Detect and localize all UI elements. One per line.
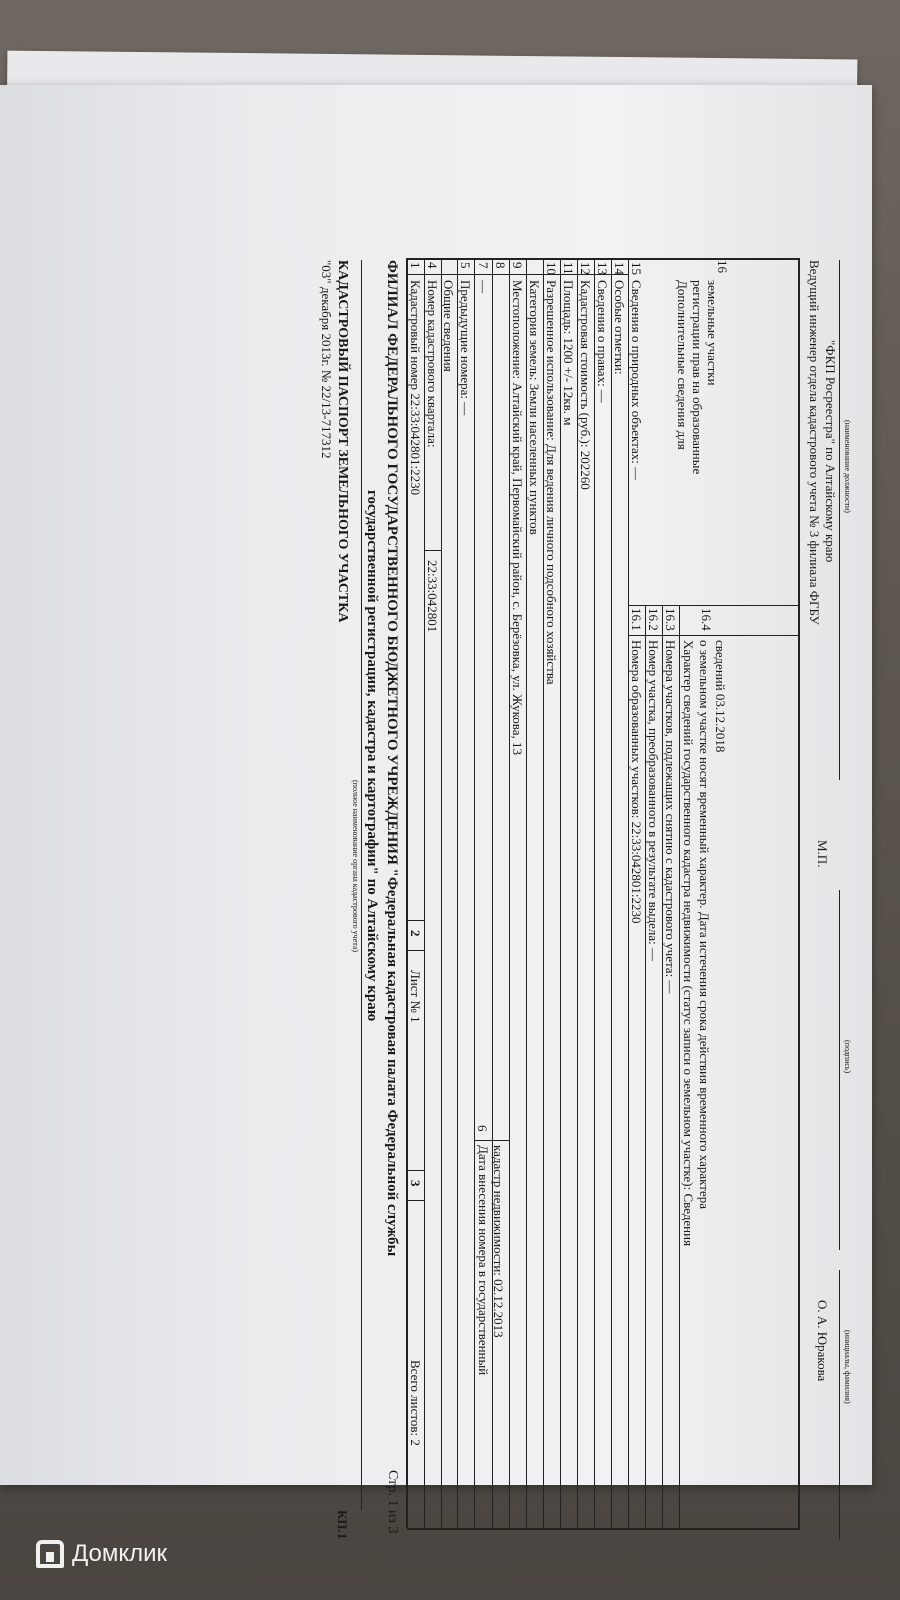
- name-caption: (инициалы, фамилия): [843, 1330, 852, 1404]
- quarter-value: 22:33:042801: [425, 560, 440, 633]
- removed-parcels: Номера участков, подлежащих снятию с кадастрового учета: —: [663, 640, 678, 994]
- row16-label-3: земельные участки: [705, 280, 720, 386]
- row163-num: 16.3: [663, 608, 678, 631]
- row12-num: 12: [578, 262, 593, 275]
- sheet-label: Лист № 1: [408, 970, 423, 1023]
- org-line-1: ФИЛИАЛ ФЕДЕРАЛЬНОГО ГОСУДАРСТВЕННОГО БЮДЖЕТНОГО УЧРЕЖДЕНИЯ "Федеральная кадастровая палата Федеральной службы: [384, 260, 400, 1257]
- cadastral-number: Кадастровый номер 22:33:042801:2230: [408, 280, 423, 496]
- row4-num: 4: [425, 262, 440, 269]
- row13-num: 13: [595, 262, 610, 275]
- document-page: [0, 85, 872, 1540]
- form-code: КП.1: [335, 1510, 350, 1540]
- row8-num: 8: [493, 262, 508, 269]
- rights-info: Сведения о правах: —: [595, 280, 610, 403]
- position-line-1: Ведущий инженер отдела кадастрового учета № 3 филиала ФГБУ: [807, 260, 822, 625]
- general-info: Общие сведения: [441, 280, 456, 372]
- row16-label-2: регистрации прав на образованные: [690, 280, 705, 475]
- location: Местоположение: Алтайский край, Первомайский район, с. Берёзовка, ул. Жукова, 13: [510, 280, 525, 756]
- row16-label-1: Дополнительные сведения для: [675, 280, 690, 450]
- row7-text: —: [476, 280, 491, 293]
- row6-text-2: кадастр недвижимости: 02.12.2013: [491, 1145, 506, 1338]
- transformed-parcel: Номер участка, преобразованного в результате выдела: —: [646, 640, 661, 961]
- domclick-watermark: [36, 1540, 167, 1568]
- natural-objects: Сведения о природных объектах: —: [629, 280, 644, 481]
- org-line-2: государственной регистрации, кадастра и картографии" по Алтайскому краю: [364, 490, 380, 1022]
- position-caption: (наименование должности): [843, 420, 852, 513]
- sheet-cell-3: 3: [408, 1180, 423, 1187]
- page-counter: Стр. 1 из 3: [385, 1470, 400, 1534]
- previous-numbers: Предыдущие номера: —: [458, 280, 473, 416]
- quarter-label: Номер кадастрового квартала:: [425, 280, 440, 448]
- row14-num: 14: [612, 262, 627, 275]
- row164-num: 16.4: [699, 608, 714, 631]
- house-icon: [36, 1540, 64, 1568]
- row6-num: 6: [475, 1125, 490, 1132]
- row9-num: 9: [510, 262, 525, 269]
- status-text-1: Характер сведений государственного кадастра недвижимости (статус записи о земельном участке): Сведения: [681, 640, 696, 1247]
- land-category: Категория земель: Земли населенных пунктов: [527, 280, 542, 535]
- stamp-label: М.П.: [815, 840, 830, 868]
- row1-num: 1: [408, 262, 423, 269]
- special-marks: Особые отметки:: [612, 280, 627, 375]
- row7-num: 7: [476, 262, 491, 269]
- row15-num: 15: [629, 262, 644, 275]
- row161-num: 16.1: [629, 608, 644, 631]
- position-line-2: "ФКП Росреестра" по Алтайскому краю: [823, 340, 838, 563]
- cadastral-value: Кадастровая стоимость (руб.): 202260: [578, 280, 593, 490]
- table-layer: [310, 240, 870, 1560]
- brand-name: Домклик: [72, 1540, 168, 1567]
- status-text-3: сведений 03.12.2018: [713, 640, 728, 753]
- row16-num: 16: [715, 260, 730, 273]
- status-text-2: о земельном участке носят временный характер. Дата истечения срока действия временного характера: [697, 640, 712, 1210]
- row162-num: 16.2: [646, 608, 661, 631]
- signature-caption: (подпись): [843, 1040, 852, 1074]
- permitted-use: Разрешенное использование: Для ведения личного подсобного хозяйства: [544, 280, 559, 685]
- area: Площадь: 1200 +/- 12кв. м: [561, 280, 576, 426]
- date-number: "03" декабря 2013г. № 22/13-717312: [319, 260, 334, 459]
- total-sheets: Всего листов: 2: [408, 1360, 423, 1446]
- formed-parcels: Номера образованных участков: 22:33:042801:2230: [629, 640, 644, 924]
- row5-num: 5: [458, 262, 473, 269]
- sheet-cell-2: 2: [408, 930, 423, 937]
- row11-num: 11: [561, 262, 576, 275]
- signer-name: О. А. Юракова: [815, 1300, 830, 1382]
- row10-num: 10: [544, 262, 559, 275]
- org-caption: (полное наименование органа кадастрового учета): [351, 780, 360, 953]
- document-title: КАДАСТРОВЫЙ ПАСПОРТ ЗЕМЕЛЬНОГО УЧАСТКА: [335, 260, 350, 623]
- row6-text-1: Дата внесения номера в государственный: [476, 1145, 491, 1376]
